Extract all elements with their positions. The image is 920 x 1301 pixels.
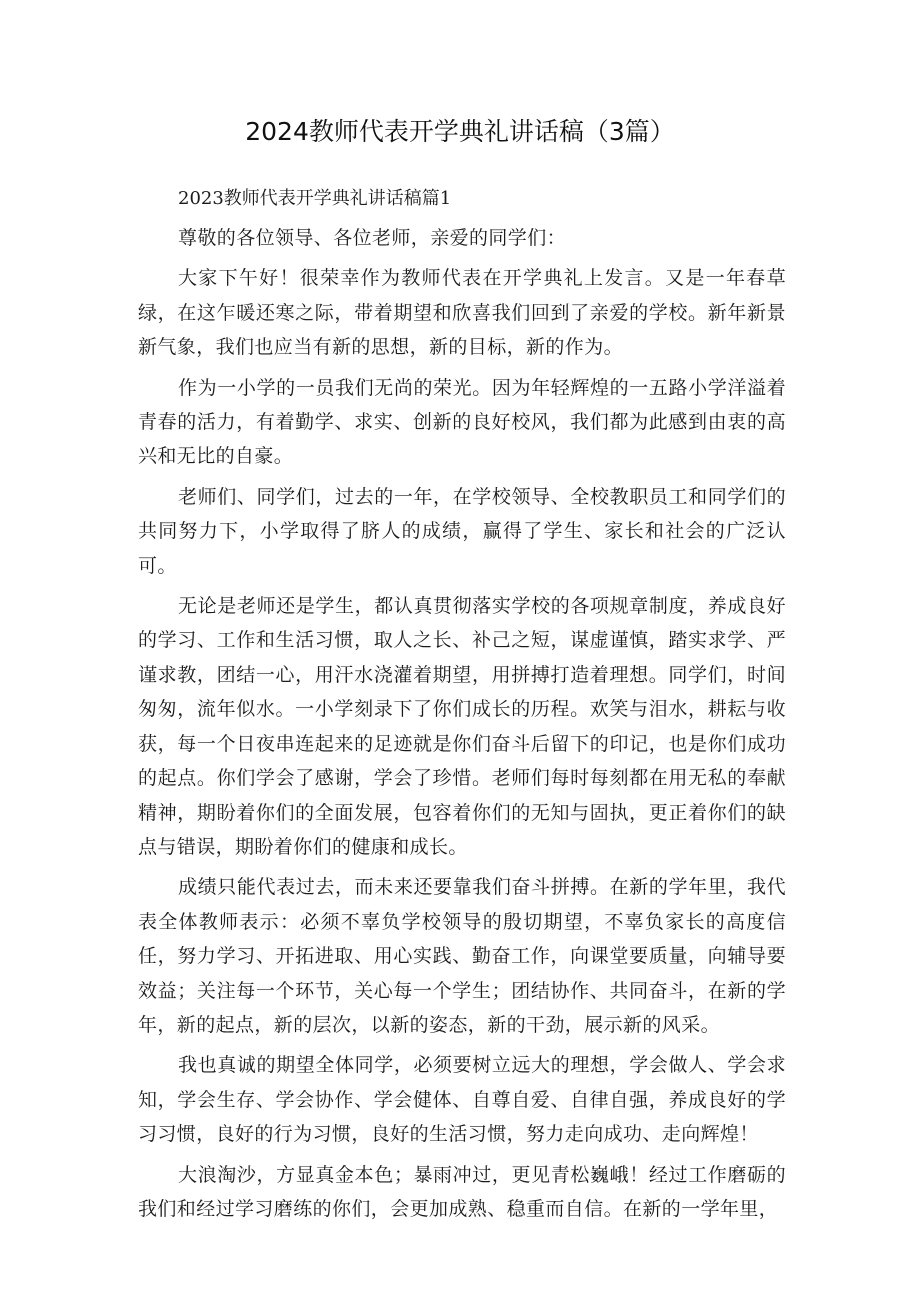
document-body: [138, 184, 786, 1232]
body-paragraph: 成绩只能代表过去，而未来还要靠我们奋斗拼搏。在新的学年里，我代表全体教师表示：必须不辜负学校领导的殷切期望，不辜负家长的高度信任，努力学习、开拓进取、用心实践、勤奋工作，向课堂要质量，向辅导要效益；关注每一个环节，关心每一个学生；团结协作、共同奋斗，在新的学年，新的起点，新的层次，以新的姿态，新的干劲，展示新的风采。: [138, 876, 786, 1036]
body-paragraph: 大家下午好！很荣幸作为教师代表在开学典礼上发言。又是一年春草绿，在这乍暖还寒之际，带着期望和欣喜我们回到了亲爱的学校。新年新景新气象，我们也应当有新的思想，新的目标，新的作为。: [138, 267, 786, 359]
body-paragraph: 作为一小学的一员我们无尚的荣光。因为年轻辉煌的一五路小学洋溢着青春的活力，有着勤学、求实、创新的良好校风，我们都为此感到由衷的高兴和无比的自豪。: [138, 376, 786, 468]
salutation-paragraph: 尊敬的各位领导、各位老师，亲爱的同学们：: [178, 227, 567, 249]
body-paragraph: 我也真诚的期望全体同学，必须要树立远大的理想，学会做人、学会求知，学会生存、学会协作、学会健体、自尊自爱、自律自强，养成良好的学习习惯，良好的行为习惯，良好的生活习惯，努力走向成功、走向辉煌！: [138, 1054, 786, 1146]
body-paragraph: 大浪淘沙，方显真金本色；暴雨冲过，更见青松巍峨！经过工作磨砺的我们和经过学习磨练的你们，会更加成熟、稳重而自信。在新的一学年里，: [138, 1163, 786, 1220]
body-paragraph: 无论是老师还是学生，都认真贯彻落实学校的各项规章制度，养成良好的学习、工作和生活习惯，取人之长、补己之短，谋虚谨慎，踏实求学、严谨求教，团结一心，用汗水浇灌着期望，用拼搏打造着理想。同学们，时间匆匆，流年似水。一小学刻录下了你们成长的历程。欢笑与泪水，耕耘与收获，每一个日夜串连起来的足迹就是你们奋斗后留下的印记，也是你们成功的起点。你们学会了感谢，学会了珍惜。老师们每时每刻都在用无私的奉献精神，期盼着你们的全面发展，包容着你们的无知与固执，更正着你们的缺点与错误，期盼着你们的健康和成长。: [138, 595, 786, 858]
section-heading: 2023教师代表开学典礼讲话稿篇1: [178, 188, 452, 209]
body-paragraph: 老师们、同学们，过去的一年，在学校领导、全校教职员工和同学们的共同努力下，小学取得了脐人的成绩，赢得了学生、家长和社会的广泛认可。: [138, 485, 786, 577]
document-title: 2024教师代表开学典礼讲话稿（3篇）: [245, 117, 675, 146]
